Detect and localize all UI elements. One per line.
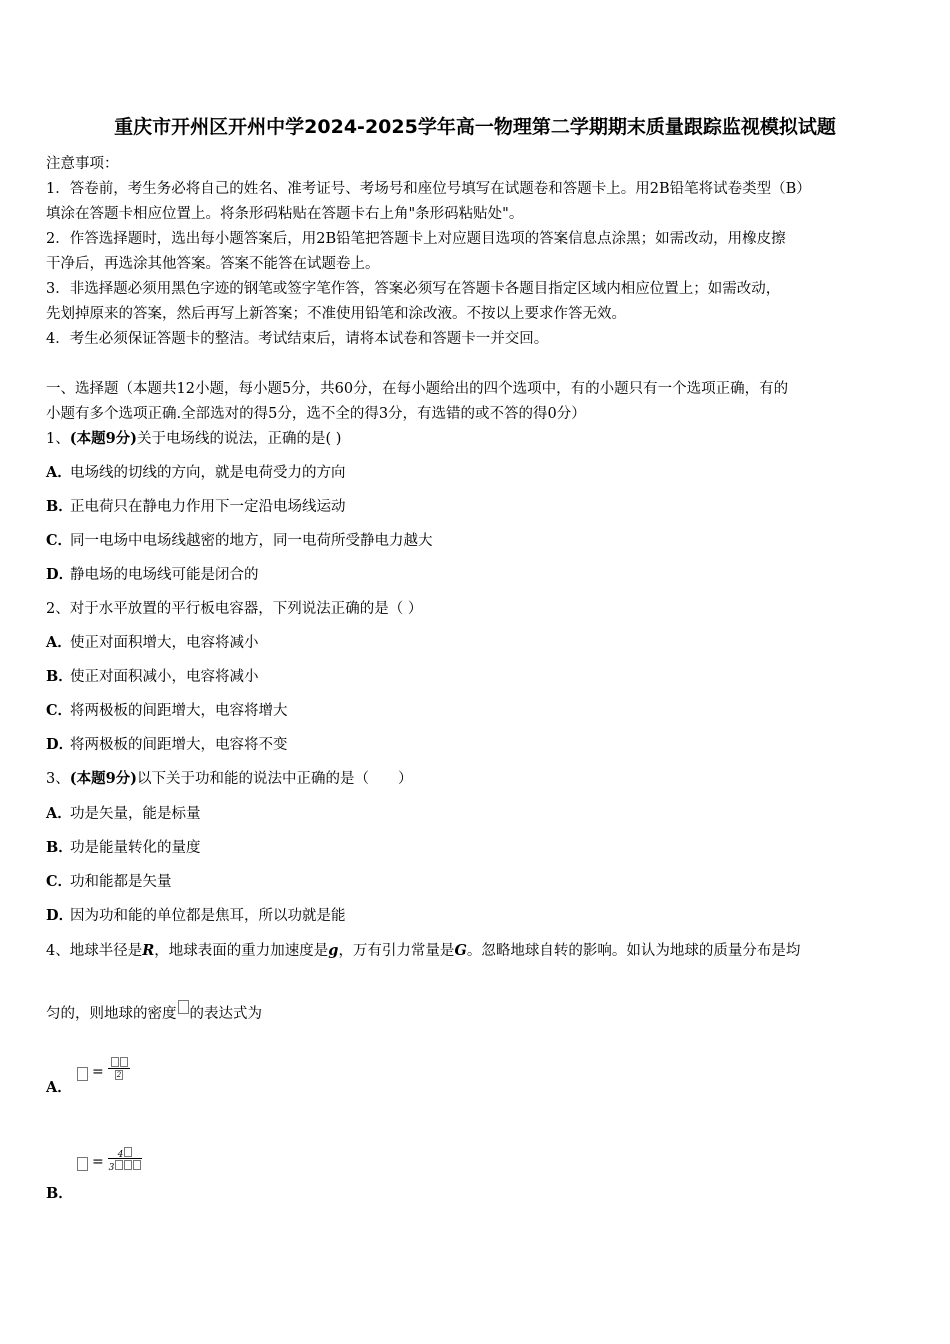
section-line-2: 小题有多个选项正确.全部选对的得5分，选不全的得3分，有选错的或不答的得0分）: [46, 406, 586, 422]
missing-glyph: [111, 1057, 119, 1067]
question-1-option-d: [46, 563, 259, 584]
notice-line-4: 干净后，再选涂其他答案。答案不能答在试题卷上。: [46, 256, 380, 272]
missing-glyph: [133, 1160, 141, 1170]
question-2-option-b: [46, 665, 259, 686]
option-text: 因为功和能的单位都是焦耳，所以功就是能: [70, 908, 346, 924]
question-3-text: 以下关于功和能的说法中正确的是（ ）: [137, 771, 413, 787]
option-letter: A．: [46, 634, 72, 651]
option-letter: B．: [46, 1185, 73, 1202]
missing-glyph: [77, 1157, 88, 1171]
option-text: 正电荷只在静电力作用下一定沿电场线运动: [70, 499, 346, 515]
question-3-option-a: [46, 802, 201, 823]
symbol-gravity: g: [328, 942, 339, 959]
numerator: [108, 1147, 142, 1160]
question-1-text: 关于电场线的说法，正确的是( ): [137, 431, 342, 447]
missing-glyph-rho: [178, 1000, 189, 1014]
notice-line-7: 4．考生必须保证答题卡的整洁。考试结束后，请将本试卷和答题卡一并交回。: [46, 331, 549, 347]
option-text: 使正对面积增大，电容将减小: [70, 635, 259, 651]
section-line-1: 一、选择题（本题共12小题，每小题5分，共60分，在每小题给出的四个选项中，有的小题只有一个选项正确，有的: [46, 381, 789, 397]
question-3-option-b: [46, 836, 201, 857]
symbol-gravitational-constant: G: [454, 942, 467, 959]
numerator: [108, 1057, 130, 1079]
denominator: [108, 1160, 142, 1173]
option-text: 静电场的电场线可能是闭合的: [70, 567, 259, 583]
option-letter: B．: [46, 839, 73, 856]
option-text: 将两极板的间距增大，电容将增大: [70, 703, 288, 719]
option-letter: D．: [46, 736, 74, 753]
missing-glyph: [124, 1160, 132, 1170]
question-4-option-a-letter: [46, 1076, 72, 1097]
question-2-stem: 2、对于水平放置的平行板电容器，下列说法正确的是（ ）: [46, 601, 423, 617]
fraction-bar: [108, 1068, 130, 1069]
question-4-text: ，万有引力常量是: [338, 943, 455, 959]
notice-line-5: 3．非选择题必须用黑色字迹的钢笔或签字笔作答，答案必须写在答题卡各题目指定区域内相应位置上；如需改动，: [46, 281, 781, 297]
notice-line-3: 2．作答选择题时，选出每小题答案后，用2B铅笔把答题卡上对应题目选项的答案信息点涂黑；如需改动，用橡皮擦: [46, 231, 786, 247]
question-2-option-c: [46, 699, 288, 720]
symbol-radius: R: [142, 942, 155, 959]
denominator: [108, 1070, 130, 1083]
question-1-option-c: [46, 529, 433, 550]
page-title: 重庆市开州区开州中学2024-2025学年高一物理第二学期期末质量跟踪监视模拟试题: [114, 116, 836, 138]
option-letter: D．: [46, 566, 74, 583]
equals-sign: =: [92, 1064, 104, 1080]
option-letter: C．: [46, 873, 73, 890]
fraction: [108, 1057, 130, 1083]
missing-glyph: [115, 1160, 123, 1170]
option-text: 功和能都是矢量: [70, 874, 172, 890]
question-4-stem-line-2: [46, 1000, 262, 1023]
option-letter: B．: [46, 668, 73, 685]
option-text: 功是矢量，能是标量: [70, 806, 201, 822]
missing-glyph: [120, 1057, 128, 1067]
missing-glyph: [115, 1070, 123, 1080]
exponent: 2: [116, 1071, 122, 1079]
question-3-option-d: [46, 904, 346, 925]
question-4-text: 的表达式为: [189, 1006, 262, 1022]
option-text: 将两极板的间距增大，电容将不变: [70, 737, 288, 753]
denominator-digit: 3: [108, 1163, 115, 1173]
notice-line-1: 1．答卷前，考生务必将自己的姓名、准考证号、考场号和座位号填写在试题卷和答题卡上。用2B铅笔将试卷类型（B）: [46, 181, 811, 197]
notice-line-6: 先划掉原来的答案，然后再写上新答案；不准使用铅笔和涂改液。不按以上要求作答无效。: [46, 306, 626, 322]
option-text: 使正对面积减小，电容将减小: [70, 669, 259, 685]
option-letter: D．: [46, 907, 74, 924]
equals-sign: =: [92, 1154, 104, 1170]
question-4-stem-line-1: [46, 939, 800, 960]
numerator-digit: 4: [117, 1150, 124, 1160]
question-3-stem: [46, 767, 413, 788]
question-1-stem: [46, 427, 341, 448]
option-letter: B．: [46, 498, 73, 515]
option-text: 同一电场中电场线越密的地方，同一电荷所受静电力越大: [70, 533, 433, 549]
question-2-option-a: [46, 631, 259, 652]
question-1-number: 1、: [46, 431, 70, 447]
question-4-text: 匀的，则地球的密度: [46, 1006, 177, 1022]
question-4-text: 。忽略地球自转的影响。如认为地球的质量分布是均: [466, 943, 801, 959]
option-text: 功是能量转化的量度: [70, 840, 201, 856]
option-letter: A．: [46, 1079, 72, 1096]
notice-heading: 注意事项：: [46, 156, 119, 172]
question-4-text: 4、地球半径是: [46, 943, 143, 959]
question-3-tag: (本题9分): [69, 770, 138, 787]
question-1-option-b: [46, 495, 346, 516]
question-1-option-a: [46, 461, 346, 482]
question-4-option-b-letter: [46, 1182, 73, 1203]
option-letter: C．: [46, 532, 73, 549]
option-text: 电场线的切线的方向，就是电荷受力的方向: [70, 465, 346, 481]
question-3-option-c: [46, 870, 172, 891]
missing-glyph: [77, 1067, 88, 1081]
fraction: [108, 1147, 142, 1173]
fraction-bar: [108, 1158, 142, 1159]
question-1-tag: (本题9分): [69, 430, 138, 447]
question-4-text: ，地球表面的重力加速度是: [154, 943, 329, 959]
option-letter: C．: [46, 702, 73, 719]
option-letter: A．: [46, 464, 72, 481]
question-3-number: 3、: [46, 771, 70, 787]
notice-line-2: 填涂在答题卡相应位置上。将条形码粘贴在答题卡右上角"条形码粘贴处"。: [46, 206, 524, 222]
missing-glyph: [124, 1147, 132, 1157]
option-letter: A．: [46, 805, 72, 822]
question-2-option-d: [46, 733, 288, 754]
